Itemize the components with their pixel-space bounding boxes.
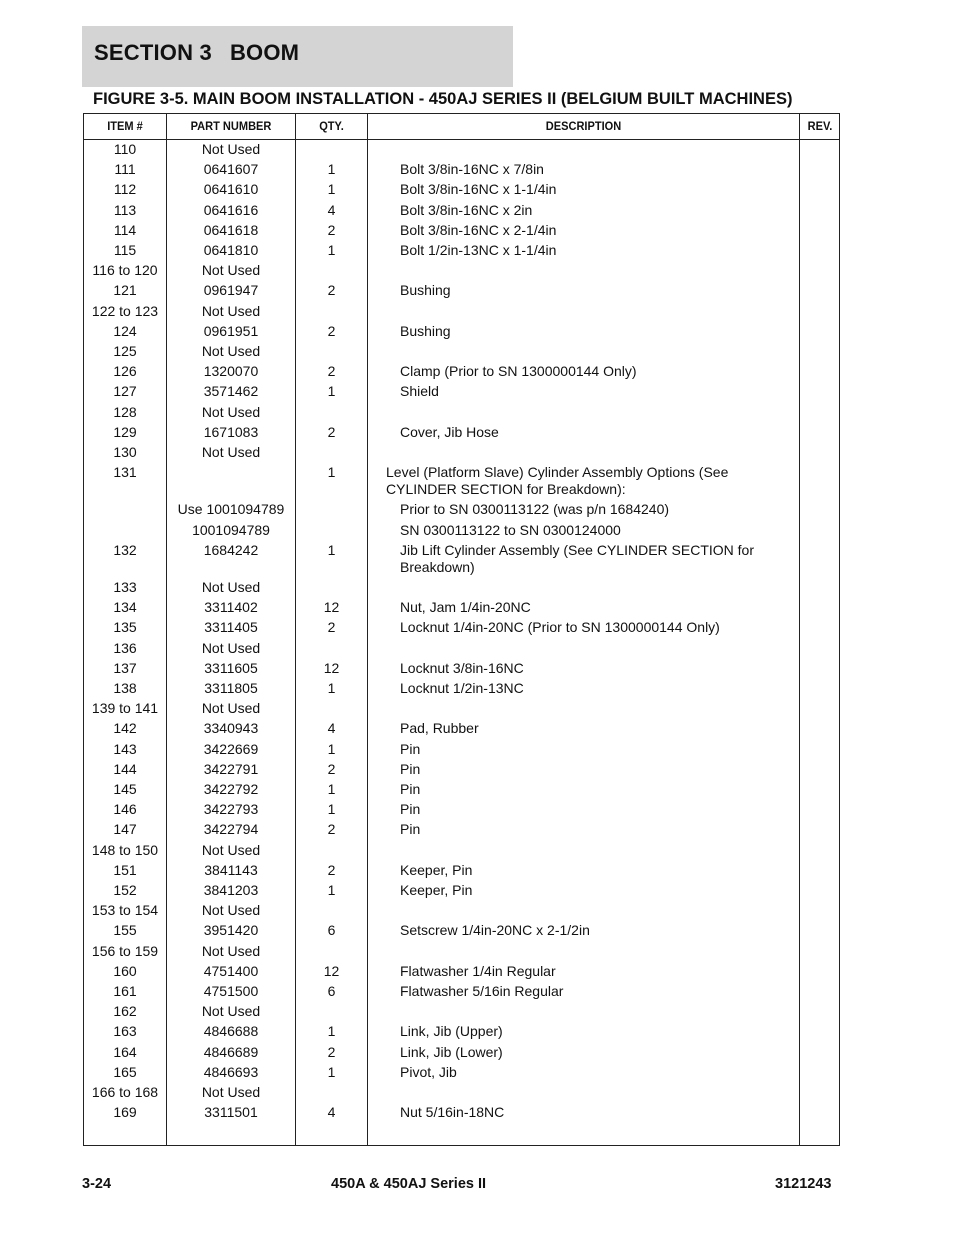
item-cell: 134 bbox=[113, 599, 137, 616]
description-cell: Link, Jib (Upper) bbox=[400, 1023, 503, 1040]
item-cell: 152 bbox=[113, 882, 137, 898]
description-cell: Pin bbox=[400, 781, 421, 797]
qty-cell: 2 bbox=[327, 821, 336, 838]
description-cell: Keeper, Pin bbox=[400, 882, 473, 898]
description-cell: Keeper, Pin bbox=[400, 861, 473, 878]
description-cell: Bolt 3/8in-16NC x 1-1/4in bbox=[400, 181, 557, 198]
part-number-cell: 1684242 bbox=[203, 541, 259, 558]
item-cell: 128 bbox=[113, 403, 137, 420]
qty-cell: 6 bbox=[327, 983, 336, 999]
item-cell: 121 bbox=[113, 282, 137, 299]
qty-cell: 1 bbox=[327, 181, 336, 198]
qty-cell: 1 bbox=[327, 242, 336, 258]
footer-page-number: 3-24 bbox=[82, 1176, 112, 1192]
part-number-cell: 0961947 bbox=[203, 282, 259, 299]
item-cell: 124 bbox=[113, 322, 137, 339]
description-cell: Bolt 3/8in-16NC x 7/8in bbox=[400, 161, 544, 178]
part-number-cell: Not Used bbox=[201, 262, 261, 279]
qty-cell: 1 bbox=[327, 801, 336, 818]
header-part-number: PART NUMBER bbox=[190, 119, 272, 133]
part-number-cell: 3311605 bbox=[204, 659, 258, 676]
column-divider bbox=[367, 114, 368, 1145]
section-header bbox=[82, 26, 513, 87]
qty-cell: 12 bbox=[323, 659, 340, 676]
part-number-cell: Not Used bbox=[201, 902, 261, 919]
description-cell: Setscrew 1/4in-20NC x 2-1/2in bbox=[400, 922, 590, 939]
part-number-cell: 3311501 bbox=[204, 1104, 258, 1121]
item-cell: 112 bbox=[113, 181, 137, 198]
qty-cell: 1 bbox=[327, 1063, 336, 1080]
qty-cell: 1 bbox=[327, 464, 336, 481]
part-number-cell: 3311402 bbox=[204, 599, 258, 616]
part-number-cell: Not Used bbox=[201, 639, 261, 656]
qty-cell: 2 bbox=[327, 423, 336, 440]
description-cell: SN 0300113122 to SN 0300124000 bbox=[400, 521, 621, 538]
part-number-cell: 3422794 bbox=[203, 821, 259, 838]
part-number-cell: 4846689 bbox=[203, 1043, 259, 1060]
description-cell: Level (Platform Slave) Cylinder Assembly Options (See bbox=[386, 464, 729, 481]
item-cell: 135 bbox=[113, 619, 137, 636]
part-number-cell: Not Used bbox=[201, 403, 261, 420]
qty-cell: 12 bbox=[323, 599, 340, 616]
part-number-cell: Use 1001094789 bbox=[177, 501, 285, 518]
item-cell: 122 to 123 bbox=[91, 302, 159, 319]
qty-cell: 4 bbox=[327, 201, 336, 218]
item-cell: 130 bbox=[113, 444, 137, 460]
part-number-cell: 0641618 bbox=[203, 221, 259, 238]
item-cell: 127 bbox=[113, 383, 137, 400]
item-cell: 111 bbox=[114, 161, 136, 178]
part-number-cell: Not Used bbox=[201, 343, 261, 359]
qty-cell: 2 bbox=[327, 322, 336, 339]
description-cell: Pin bbox=[400, 821, 421, 838]
description-cell: Prior to SN 0300113122 (was p/n 1684240) bbox=[400, 501, 670, 518]
description-cell: Shield bbox=[400, 383, 439, 400]
qty-cell: 1 bbox=[327, 781, 336, 797]
description-cell: Pin bbox=[400, 740, 421, 757]
part-number-cell: 1671083 bbox=[203, 423, 259, 440]
item-cell: 169 bbox=[113, 1104, 137, 1121]
item-cell: 136 bbox=[113, 639, 137, 656]
description-cell: Flatwasher 1/4in Regular bbox=[400, 962, 556, 979]
part-number-cell: 3422793 bbox=[203, 801, 259, 818]
part-number-cell: 3422792 bbox=[203, 781, 259, 797]
item-cell: 146 bbox=[113, 801, 137, 818]
part-number-cell: 3340943 bbox=[203, 720, 259, 737]
part-number-cell: 1001094789 bbox=[192, 521, 270, 538]
item-cell: 133 bbox=[113, 579, 137, 595]
qty-cell: 2 bbox=[327, 861, 336, 878]
part-number-cell: 0641616 bbox=[203, 201, 259, 218]
qty-cell: 2 bbox=[327, 363, 336, 380]
qty-cell: 2 bbox=[327, 282, 336, 299]
part-number-cell: 3951420 bbox=[203, 922, 259, 939]
item-cell: 153 to 154 bbox=[91, 902, 159, 919]
part-number-cell: Not Used bbox=[201, 141, 261, 157]
item-cell: 160 bbox=[113, 962, 137, 979]
part-number-cell: 0641607 bbox=[203, 161, 259, 178]
item-cell: 151 bbox=[113, 861, 137, 878]
description-cell: Bolt 3/8in-16NC x 2in bbox=[400, 201, 533, 218]
part-number-cell: 3422669 bbox=[203, 740, 259, 757]
part-number-cell: Not Used bbox=[201, 942, 261, 959]
part-number-cell: 3422791 bbox=[203, 760, 259, 777]
item-cell: 110 bbox=[113, 141, 137, 157]
description-cell: Pin bbox=[400, 760, 421, 777]
part-number-cell: Not Used bbox=[201, 700, 261, 717]
description-cell: Locknut 1/4in-20NC (Prior to SN 1300000144 Only) bbox=[400, 619, 720, 636]
figure-title: FIGURE 3-5. MAIN BOOM INSTALLATION - 450AJ SERIES II (BELGIUM BUILT MACHINES) bbox=[93, 90, 793, 108]
item-cell: 126 bbox=[113, 363, 137, 380]
item-cell: 148 to 150 bbox=[91, 841, 159, 858]
item-cell: 114 bbox=[113, 221, 137, 238]
part-number-cell: 0641810 bbox=[203, 242, 259, 258]
part-number-cell: 0961951 bbox=[203, 322, 259, 339]
item-cell: 142 bbox=[113, 720, 137, 737]
item-cell: 155 bbox=[113, 922, 137, 939]
header-qty: QTY. bbox=[319, 119, 344, 133]
part-number-cell: Not Used bbox=[201, 579, 261, 595]
qty-cell: 1 bbox=[327, 541, 336, 558]
part-number-cell: Not Used bbox=[201, 841, 261, 858]
description-cell: Bushing bbox=[400, 282, 451, 299]
part-number-cell: 0641610 bbox=[203, 181, 259, 198]
qty-cell: 12 bbox=[323, 962, 340, 979]
item-cell: 131 bbox=[113, 464, 137, 481]
description-cell: Link, Jib (Lower) bbox=[400, 1043, 503, 1060]
part-number-cell: Not Used bbox=[201, 1084, 261, 1100]
item-cell: 156 to 159 bbox=[91, 942, 159, 959]
part-number-cell: 4751400 bbox=[203, 962, 259, 979]
header-divider bbox=[84, 139, 839, 140]
item-cell: 139 to 141 bbox=[91, 700, 159, 717]
item-cell: 137 bbox=[113, 659, 137, 676]
item-cell: 162 bbox=[113, 1003, 137, 1020]
qty-cell: 1 bbox=[327, 383, 336, 400]
part-number-cell: 1320070 bbox=[203, 363, 259, 380]
description-cell: Locknut 3/8in-16NC bbox=[400, 659, 524, 676]
header-rev: REV. bbox=[807, 119, 833, 133]
qty-cell: 6 bbox=[327, 922, 336, 939]
description-cell: Cover, Jib Hose bbox=[400, 423, 499, 440]
part-number-cell: Not Used bbox=[201, 1003, 261, 1020]
item-cell: 113 bbox=[113, 201, 137, 218]
item-cell: 116 to 120 bbox=[92, 262, 158, 279]
part-number-cell: 4751500 bbox=[203, 983, 259, 999]
description-cell: Nut, Jam 1/4in-20NC bbox=[400, 599, 531, 616]
item-cell: 165 bbox=[113, 1063, 137, 1080]
qty-cell: 2 bbox=[327, 619, 336, 636]
qty-cell: 1 bbox=[327, 740, 336, 757]
footer-model: 450A & 450AJ Series II bbox=[331, 1176, 487, 1192]
item-cell: 145 bbox=[113, 781, 137, 797]
section-label: SECTION 3 bbox=[94, 40, 212, 65]
part-number-cell: 3311405 bbox=[204, 619, 258, 636]
description-cell: Jib Lift Cylinder Assembly (See CYLINDER SECTION for bbox=[400, 541, 754, 558]
part-number-cell: 3841143 bbox=[204, 861, 258, 878]
description-cell-continued: CYLINDER SECTION for Breakdown): bbox=[386, 481, 626, 498]
header-description: DESCRIPTION bbox=[545, 119, 622, 133]
qty-cell: 4 bbox=[327, 720, 336, 737]
description-cell: Pin bbox=[400, 801, 421, 818]
part-number-cell: Not Used bbox=[201, 302, 261, 319]
description-cell: Bushing bbox=[400, 322, 451, 339]
item-cell: 138 bbox=[113, 680, 137, 696]
description-cell: Flatwasher 5/16in Regular bbox=[400, 983, 564, 999]
description-cell: Bolt 3/8in-16NC x 2-1/4in bbox=[400, 221, 557, 238]
parts-table bbox=[83, 113, 840, 1146]
description-cell: Pad, Rubber bbox=[400, 720, 479, 737]
qty-cell: 1 bbox=[327, 1023, 336, 1040]
item-cell: 166 to 168 bbox=[91, 1084, 159, 1100]
part-number-cell: 4846693 bbox=[203, 1063, 259, 1080]
description-cell: Bolt 1/2in-13NC x 1-1/4in bbox=[400, 242, 557, 258]
part-number-cell: 3841203 bbox=[203, 882, 259, 898]
part-number-cell: 3311805 bbox=[204, 680, 258, 696]
item-cell: 115 bbox=[113, 242, 137, 258]
qty-cell: 1 bbox=[327, 882, 336, 898]
qty-cell: 1 bbox=[327, 161, 336, 178]
description-cell: Nut 5/16in-18NC bbox=[400, 1104, 505, 1121]
description-cell: Locknut 1/2in-13NC bbox=[400, 680, 524, 696]
description-cell-continued: Breakdown) bbox=[400, 558, 475, 575]
item-cell: 132 bbox=[113, 541, 137, 558]
part-number-cell: 4846688 bbox=[203, 1023, 259, 1040]
description-cell: Clamp (Prior to SN 1300000144 Only) bbox=[400, 363, 637, 380]
item-cell: 163 bbox=[113, 1023, 137, 1040]
item-cell: 129 bbox=[113, 423, 137, 440]
part-number-cell: Not Used bbox=[201, 444, 261, 460]
qty-cell: 4 bbox=[327, 1104, 336, 1121]
header-item: ITEM # bbox=[107, 119, 143, 133]
qty-cell: 2 bbox=[327, 760, 336, 777]
item-cell: 161 bbox=[113, 983, 137, 999]
qty-cell: 2 bbox=[327, 1043, 336, 1060]
qty-cell: 1 bbox=[327, 680, 336, 696]
part-number-cell: 3571462 bbox=[203, 383, 259, 400]
item-cell: 125 bbox=[113, 343, 137, 359]
item-cell: 147 bbox=[113, 821, 137, 838]
footer-doc-number: 3121243 bbox=[775, 1176, 832, 1192]
section-title: BOOM bbox=[229, 40, 300, 65]
item-cell: 143 bbox=[113, 740, 137, 757]
item-cell: 164 bbox=[113, 1043, 137, 1060]
item-cell: 144 bbox=[113, 760, 137, 777]
description-cell: Pivot, Jib bbox=[400, 1063, 457, 1080]
qty-cell: 2 bbox=[327, 221, 336, 238]
